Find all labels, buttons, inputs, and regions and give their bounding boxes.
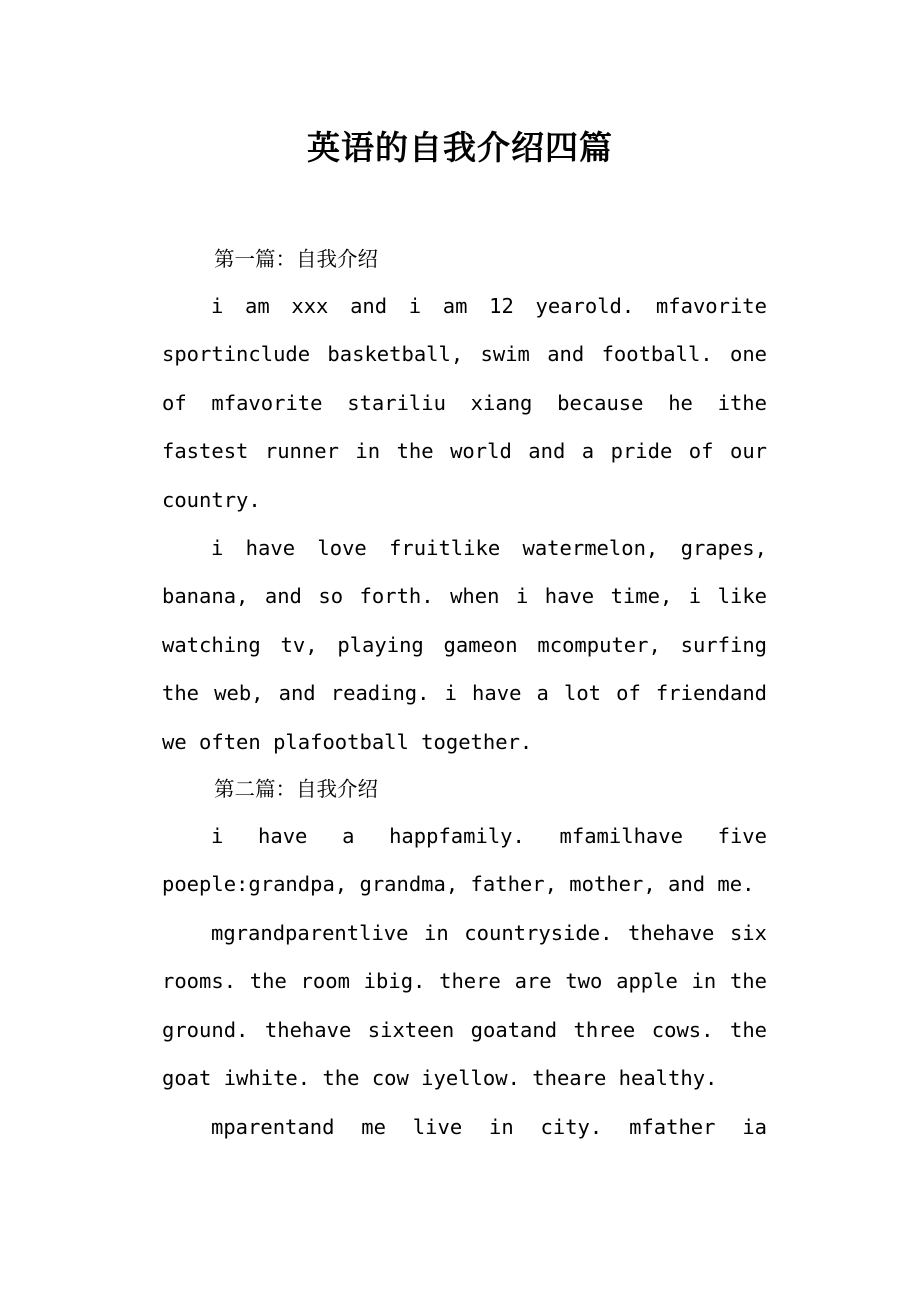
- section-heading-1: 第一篇：自我介绍: [214, 247, 378, 271]
- document-title: 英语的自我介绍四篇: [307, 128, 613, 167]
- paragraph: i have a happfamily. mfamilhave five poeple:grandpa, grandma, father, mother, and me.: [162, 824, 767, 897]
- paragraph-continued: mparentand me live in city. mfather ia: [211, 1114, 767, 1139]
- section-heading-2: 第二篇：自我介绍: [214, 777, 378, 802]
- paragraph: mgrandparentlive in countryside. thehave six rooms. the room ibig. there are two apple in the ground. thehave sixteen goatand three cows. the goat iwhite. the cow iyellow. theare healthy.: [162, 920, 767, 1091]
- document-body: [162, 236, 767, 1151]
- paragraph: i am xxx and i am 12 yearold. mfavorite sportinclude basketball, swim and football. one of mfavorite stariliu xiang because he ithe fastest runner in the world and a pride of our country.: [162, 294, 767, 512]
- paragraph: i have love fruitlike watermelon, grapes, banana, and so forth. when i have time, i like watching tv, playing gameon mcomputer, surfing the web, and reading. i have a lot of friendand we often plafootball together.: [162, 536, 767, 754]
